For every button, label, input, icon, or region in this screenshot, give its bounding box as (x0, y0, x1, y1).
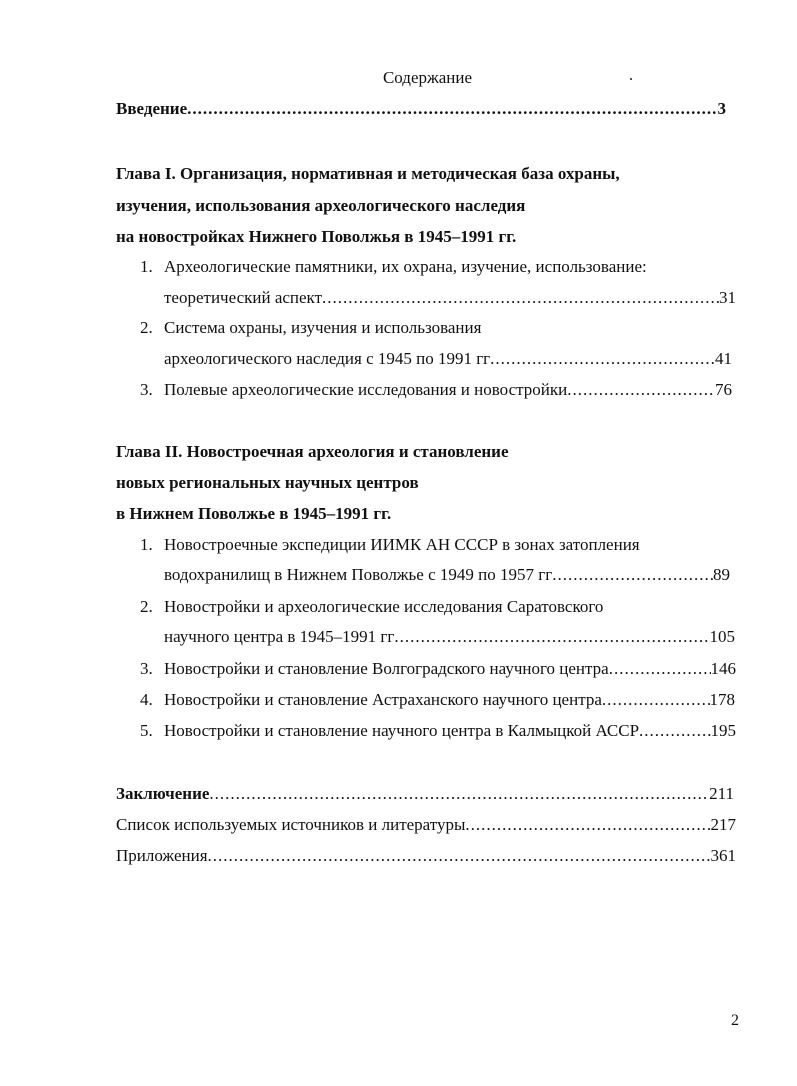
toc-entry-ch2-4 (164, 689, 735, 711)
toc-entry-label: Новостройки и становление Волгоградского научного центра (164, 659, 609, 678)
dot-leader (187, 98, 717, 120)
toc-entry-ch2-1 (164, 564, 730, 586)
dot-leader (552, 564, 713, 586)
toc-entry-label: научного центра в 1945–1991 гг (164, 627, 395, 646)
toc-entry-ch1-3 (164, 379, 732, 401)
chapter1-heading-line-3: на новостройках Нижнего Поволжья в 1945–1991 гг. (116, 227, 517, 246)
toc-entry-page: 146 (710, 659, 736, 678)
toc-entry-page: 3 (717, 99, 726, 118)
toc-entry-appendices (116, 845, 736, 867)
page-number: 2 (731, 1012, 739, 1029)
dot-leader (394, 626, 709, 648)
dot-leader (490, 348, 715, 370)
toc-item-number: 2. (140, 597, 153, 616)
toc-entry-label: теоретический аспект (164, 288, 323, 307)
toc-item-text: Новостроечные экспедиции ИИМК АН СССР в зонах затопления (164, 535, 640, 554)
toc-entry-sources (116, 814, 736, 836)
toc-item-number: 1. (140, 535, 153, 554)
toc-entry-label: Новостройки и становление Астраханского научного центра (164, 690, 602, 709)
dot-leader (465, 814, 710, 836)
toc-item-number: 2. (140, 318, 153, 337)
toc-entry-conclusion (116, 783, 734, 805)
dot-leader (208, 845, 711, 867)
toc-item-text: Система охраны, изучения и использования (164, 318, 482, 337)
toc-item-text: Новостройки и археологические исследования Саратовского (164, 597, 604, 616)
toc-entry-page: 105 (709, 627, 735, 646)
toc-entry-label: Список используемых источников и литературы (116, 815, 466, 834)
toc-item-number: 1. (140, 257, 153, 276)
toc-entry-label: водохранилищ в Нижнем Поволжье с 1949 по 1957 гг (164, 565, 553, 584)
dot-leader (209, 783, 709, 805)
scan-speck (630, 78, 632, 80)
toc-item-number: 4. (140, 690, 153, 709)
page-title: Содержание (382, 68, 473, 87)
toc-entry-label: Заключение (116, 784, 210, 803)
toc-entry-page: 195 (710, 721, 736, 740)
dot-leader (322, 287, 719, 309)
toc-entry-label: археологического наследия с 1945 по 1991 гг (164, 349, 491, 368)
toc-entry-page: 89 (713, 565, 730, 584)
dot-leader (639, 720, 710, 742)
toc-item-number: 3. (140, 659, 153, 678)
toc-item-number: 5. (140, 721, 153, 740)
chapter2-heading-line-1: Глава II. Новостроечная археология и становление (116, 442, 509, 461)
toc-entry-label: Новостройки и становление научного центра в Калмыцкой АССР (164, 721, 640, 740)
dot-leader (567, 379, 715, 401)
toc-item-number: 3. (140, 380, 153, 399)
toc-entry-page: 41 (715, 349, 732, 368)
chapter2-heading-line-2: новых региональных научных центров (116, 473, 419, 492)
dot-leader (602, 689, 710, 711)
toc-entry-ch1-1 (164, 287, 736, 309)
toc-entry-label: Приложения (116, 846, 208, 865)
toc-entry-page: 178 (709, 690, 735, 709)
toc-entry-ch2-2 (164, 626, 735, 648)
toc-item-text: Археологические памятники, их охрана, изучение, использование: (164, 257, 647, 276)
toc-entry-label: Введение (116, 99, 188, 118)
toc-entry-label: Полевые археологические исследования и новостройки (164, 380, 568, 399)
toc-entry-page: 211 (709, 784, 734, 803)
dot-leader (609, 658, 711, 680)
toc-entry-ch2-3 (164, 658, 736, 680)
chapter1-heading-line-2: изучения, использования археологического наследия (116, 196, 526, 215)
toc-entry-ch2-5 (164, 720, 736, 742)
toc-entry-ch1-2 (164, 348, 732, 370)
toc-entry-intro (116, 98, 726, 120)
chapter1-heading-line-1: Глава I. Организация, нормативная и методическая база охраны, (116, 164, 620, 183)
toc-entry-page: 217 (710, 815, 736, 834)
toc-entry-page: 31 (719, 288, 736, 307)
toc-entry-page: 76 (715, 380, 732, 399)
chapter2-heading-line-3: в Нижнем Поволжье в 1945–1991 гг. (116, 504, 392, 523)
toc-entry-page: 361 (710, 846, 736, 865)
